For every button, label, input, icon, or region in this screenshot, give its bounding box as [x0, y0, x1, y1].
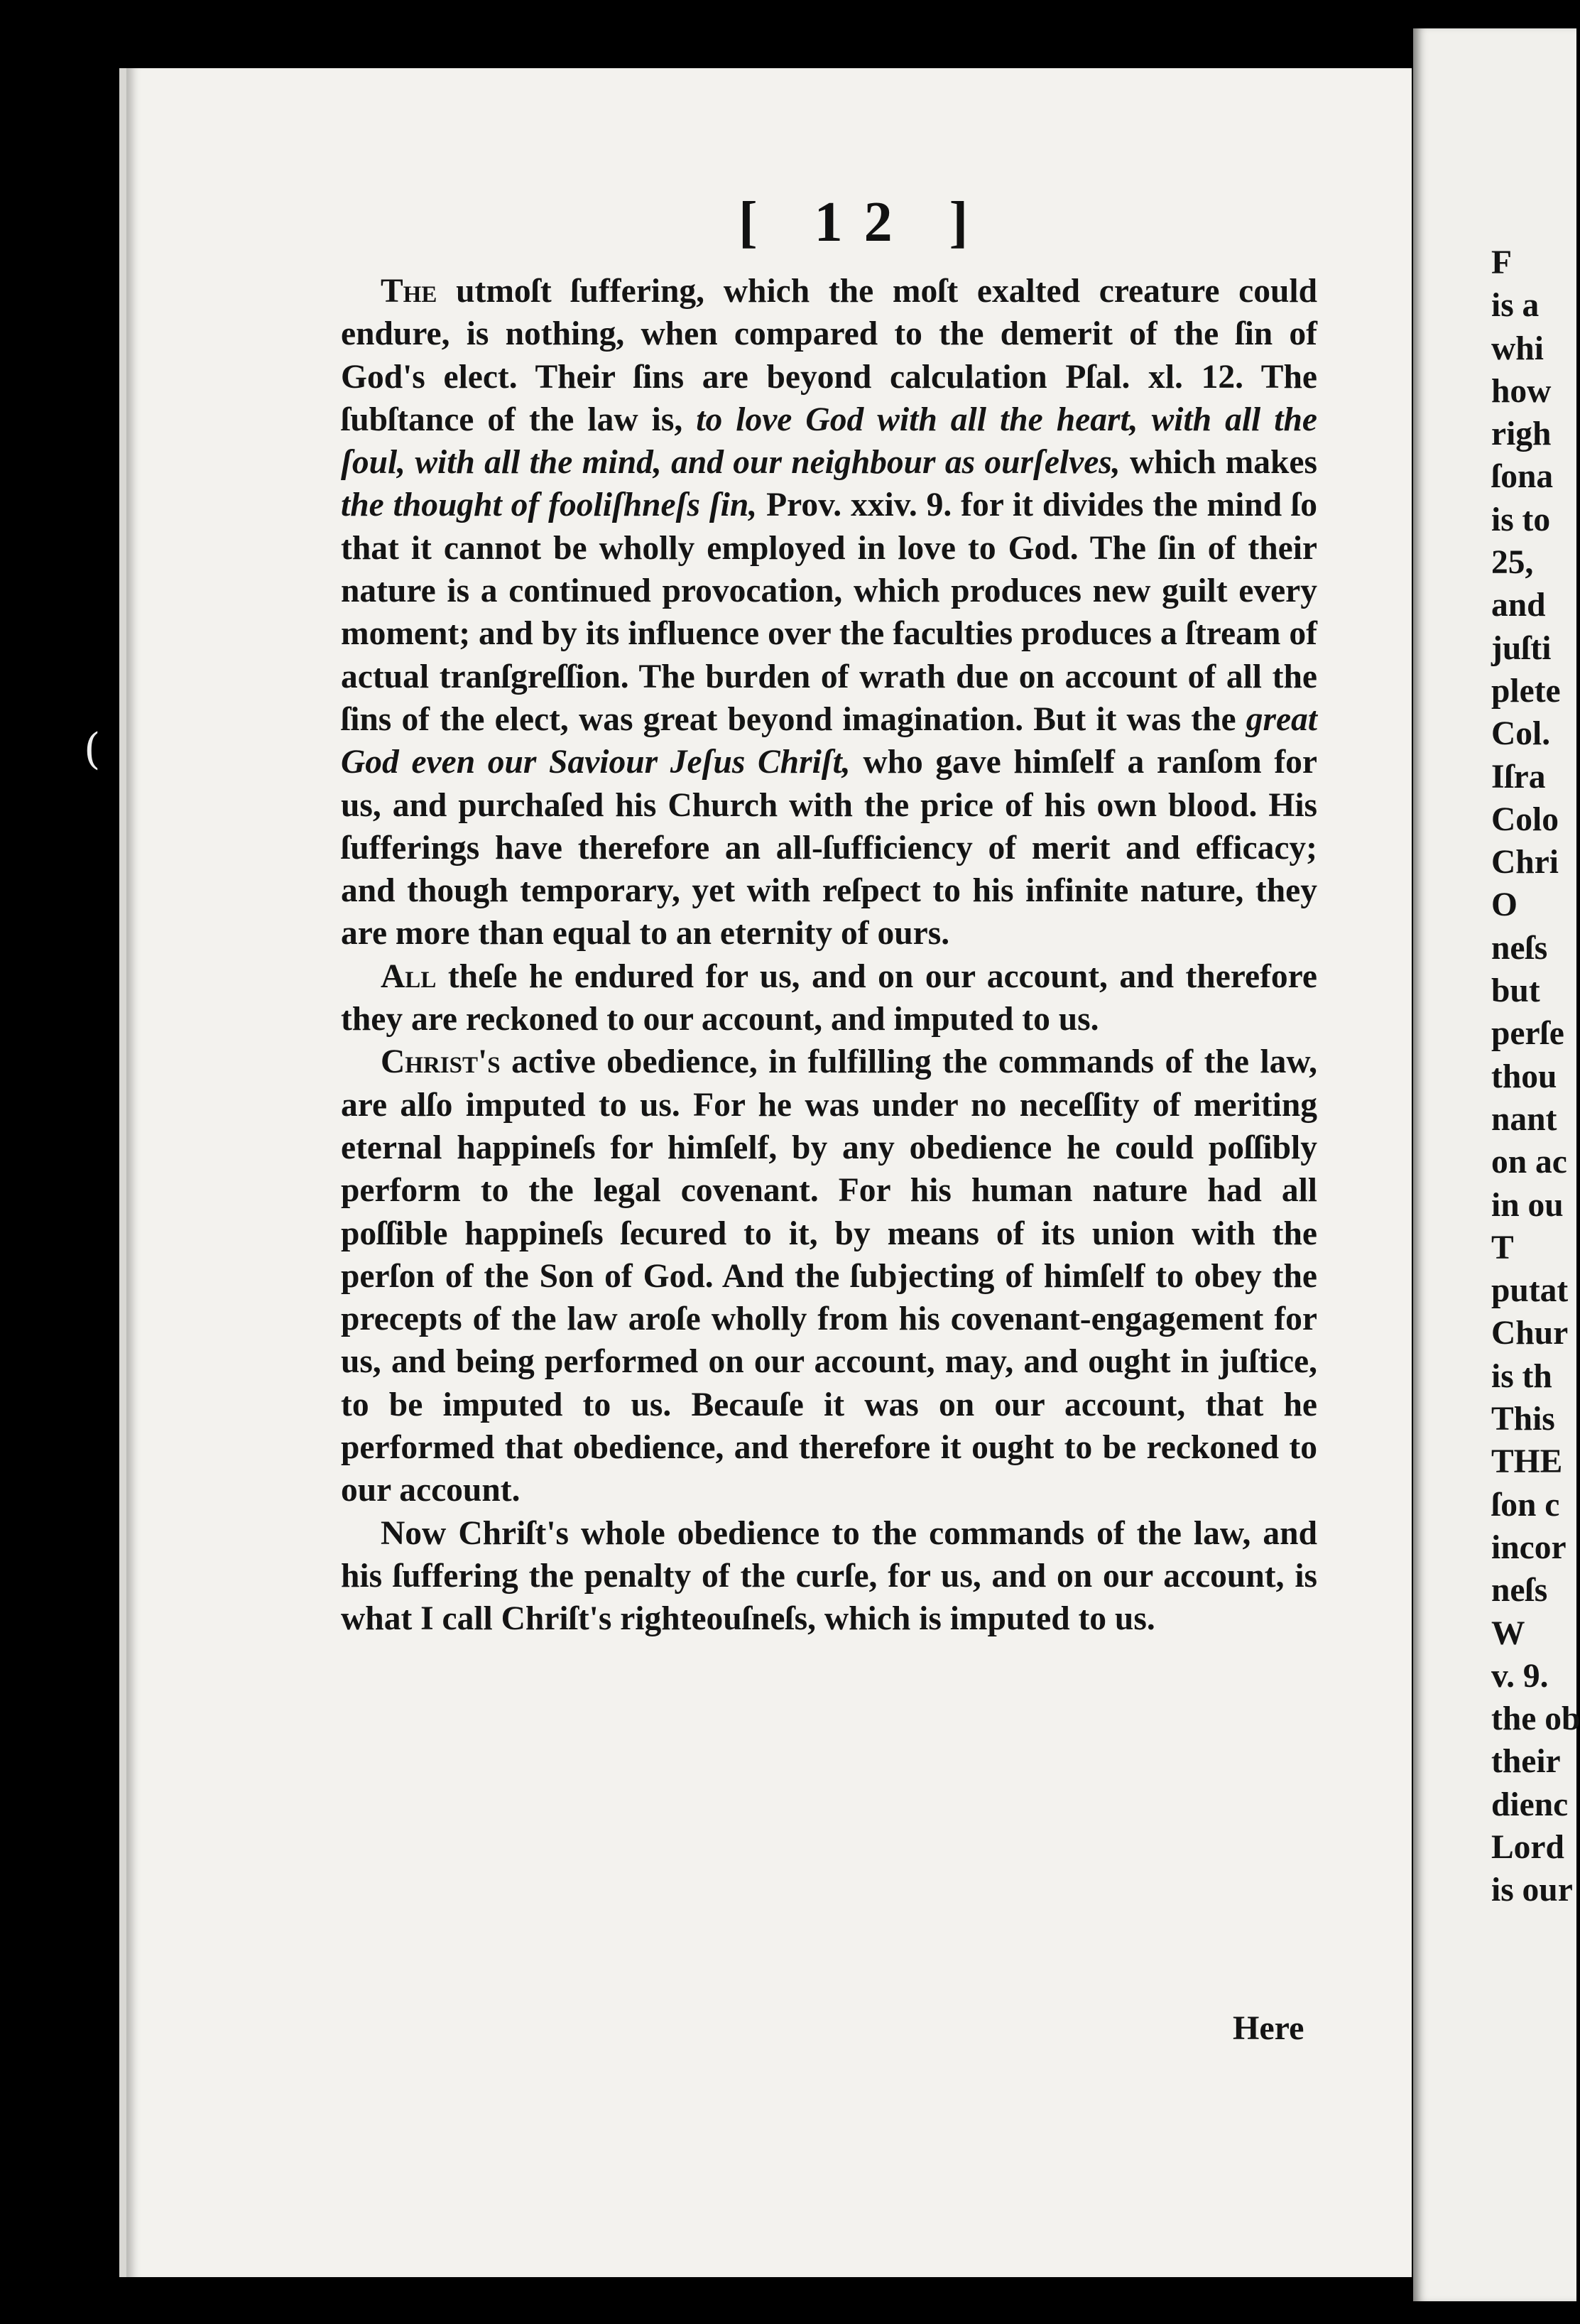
right-page-line: ſona: [1491, 458, 1554, 496]
right-page-line: neſs: [1491, 1572, 1548, 1609]
right-page-line: is to: [1491, 501, 1551, 538]
paragraph-1: [341, 270, 1317, 955]
text-run: to love God with all the heart, with all the ſoul, with all the mind, and our neighbour as ourſelves,: [341, 401, 1317, 482]
right-page-line: 25,: [1491, 544, 1534, 582]
right-page-line: thou: [1491, 1058, 1557, 1095]
right-page-line: nant: [1491, 1100, 1557, 1138]
text-run: theſe he endured for us, and on our account, and therefore they are reckoned to our account, and imputed to us.: [341, 957, 1317, 1038]
right-page-line: v. 9.: [1491, 1657, 1549, 1695]
right-page-line: is our: [1491, 1872, 1573, 1909]
right-page-line: F: [1491, 244, 1513, 281]
catchword: Here: [1233, 2009, 1304, 2047]
text-run: Christ's: [381, 1043, 501, 1081]
right-page-line: Colo: [1491, 800, 1559, 838]
paragraph-4: [341, 1512, 1317, 1641]
right-page-line: Chri: [1491, 844, 1559, 881]
right-page-line: Col.: [1491, 715, 1551, 753]
margin-mark: (: [84, 724, 101, 774]
paragraph-2: [341, 955, 1317, 1041]
right-page-line: their: [1491, 1743, 1561, 1781]
right-page-line: Lord: [1491, 1828, 1564, 1866]
right-page-line: neſs: [1491, 929, 1548, 967]
right-page-line: is th: [1491, 1357, 1552, 1395]
right-page-line: T: [1491, 1229, 1514, 1266]
text-run: active obedience, in fulfilling the commands of the law, are alſo imputed to us. For he was under no neceſſity of meriting eternal happineſs for himſelf, by any obedience he could poſſibly perform to the legal covenant. For his human nature had all poſſible happineſs ſecured to it, by means of its union with the perſon of the Son of God. And the ſubjecting of himſelf to obey the precepts of the law aroſe wholly from his covenant-engagement for us, and being performed on our account, may, and ought in juſtice, to be imputed to us. Becauſe it was on our account, that he performed that obedience, and therefore it ought to be reckoned to our account.: [341, 1043, 1317, 1509]
right-page-line: THE: [1491, 1443, 1563, 1481]
text-run: who gave himſelf a ranſom for us, and purchaſed his Church with the price of his own blood. His ſufferings have therefore an all-ſufficiency of merit and efficacy; and though temporary, yet with reſpect to his infinite nature, they are more than equal to an eternity of ours.: [341, 744, 1317, 952]
right-page-line: perſe: [1491, 1015, 1564, 1053]
right-page-line: Iſra: [1491, 758, 1546, 796]
right-page-line: and: [1491, 587, 1546, 624]
right-page-line: dienc: [1491, 1786, 1569, 1823]
right-page-line: O: [1491, 886, 1518, 924]
text-run: Prov. xxiv. 9. for it divides the mind ſo that it cannot be wholly employed in love to God. The ſin of their nature is a continued provocation, which produces new guilt every moment; and by its influence over the faculties produces a ſtream of actual tranſgreſſion. The burden of wrath due on account of all the ſins of the elect, was great beyond imagination. But it was the: [341, 487, 1317, 738]
right-page-line: W: [1491, 1614, 1525, 1652]
right-page-line: juſti: [1491, 629, 1552, 667]
text-run: which makes: [1120, 444, 1317, 482]
right-page-line: but: [1491, 972, 1540, 1010]
right-page-line: incor: [1491, 1528, 1567, 1566]
text-run: The: [381, 273, 437, 310]
right-page-line: plete: [1491, 672, 1561, 710]
right-page-line: on ac: [1491, 1144, 1567, 1181]
right-page-text: [1491, 241, 1580, 1912]
right-page-line: the ob: [1491, 1700, 1580, 1738]
right-page-line: is a: [1491, 287, 1540, 325]
text-run: great God even our Saviour Jeſus Chriſt,: [341, 700, 1317, 781]
body-text: [341, 270, 1317, 1641]
text-run: utmoſt ſuffering, which the moſt exalted creature could endure, is nothing, when compared to the demerit of the ſin of God's elect. Their ſins are beyond calculation Pſal. xl. 12. The ſubſtance of the law is,: [341, 273, 1317, 438]
right-page-line: whi: [1491, 330, 1544, 367]
right-page-line: putat: [1491, 1272, 1569, 1310]
text-run: the thought of fooliſhneſs ſin,: [341, 487, 758, 524]
right-page-line: Chur: [1491, 1315, 1569, 1352]
text-run: All: [381, 957, 437, 995]
right-page-line: how: [1491, 372, 1552, 410]
right-page-line: in ou: [1491, 1186, 1564, 1224]
page-number: [ 12 ]: [739, 191, 990, 254]
paragraph-3: [341, 1041, 1317, 1511]
right-page-line: This: [1491, 1401, 1555, 1438]
right-page-line: righ: [1491, 416, 1552, 453]
text-run: Now Chriſt's whole obedience to the commands of the law, and his ſuffering the penalty of the curſe, for us, and on our account, is what I call Chriſt's righteouſneſs, which is imputed to us.: [341, 1514, 1317, 1638]
right-page-line: ſon c: [1491, 1486, 1560, 1524]
